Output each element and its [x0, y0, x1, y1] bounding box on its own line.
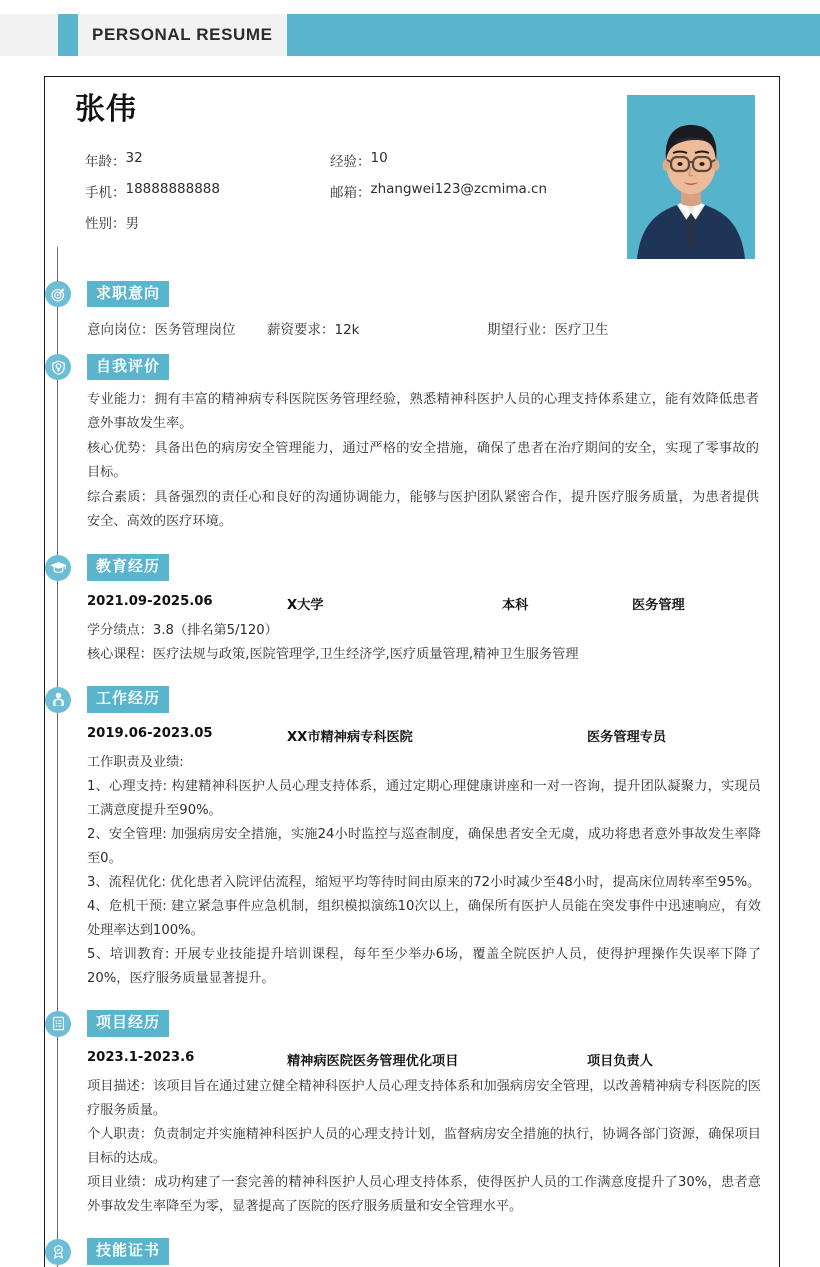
field-value: 男: [125, 215, 139, 232]
profile-field-phone: [85, 181, 330, 201]
profile-field-age: [85, 150, 330, 170]
banner-left-gap: [0, 14, 58, 56]
profile-info: [75, 93, 627, 259]
section-title: 技能证书: [87, 1238, 169, 1265]
education-entry-header: [87, 589, 761, 619]
education-courses: 核心课程：医疗法规与政策,医院管理学,卫生经济学,医疗质量管理,精神卫生服务管理: [87, 646, 579, 662]
self-eval-paragraph: 专业能力：拥有丰富的精神病专科医院医务管理经验，熟悉精神科医护人员的心理支持体系建立，能有效降低患者意外事故发生率。: [87, 392, 759, 432]
value: 12k: [334, 322, 360, 338]
field-label: 手机：: [85, 184, 126, 201]
section-title: 求职意向: [87, 281, 169, 308]
expected-industry: [487, 318, 609, 338]
profile-field-gender: [85, 212, 330, 232]
award-shield-icon: [45, 354, 71, 380]
education-gpa: 学分绩点：3.8（排名第5/120）: [87, 622, 278, 638]
work-bullet: 2、安全管理: 加强病房安全措施，实施24小时监控与巡查制度，确保患者安全无虞，成功将患者意外事故发生率降至0。: [87, 826, 761, 866]
education-degree: 本科: [502, 597, 529, 613]
project-role: 项目负责人: [587, 1053, 653, 1069]
section-body: [75, 1045, 761, 1219]
section-title: 项目经历: [87, 1010, 169, 1037]
field-value: 10: [370, 149, 388, 166]
work-date: 2019.06-2023.05: [87, 725, 213, 741]
field-label: 年龄：: [85, 153, 126, 170]
section-header: [45, 279, 761, 309]
profile-field-email: [330, 181, 627, 201]
field-label: 邮箱：: [330, 184, 371, 201]
project-entry-header: [87, 1045, 761, 1075]
section-body: [75, 589, 761, 667]
section-body: [75, 315, 761, 342]
education-date: 2021.09-2025.06: [87, 593, 213, 609]
candidate-name: 张伟: [75, 92, 137, 127]
section-header: [45, 1009, 761, 1039]
section-work-experience: [45, 685, 779, 991]
graduation-cap-icon: [45, 555, 71, 581]
intention-row: [87, 315, 761, 342]
work-role: 医务管理专员: [587, 729, 667, 745]
section-skills-certificates: [45, 1237, 779, 1267]
work-bullet: 1、心理支持: 构建精神科医护人员心理支持体系，通过定期心理健康讲座和一对一咨询，提升团队凝聚力，实现员工满意度提升至90%。: [87, 778, 761, 818]
avatar: [627, 95, 755, 259]
work-entry-header: [87, 721, 761, 751]
list-document-icon: [45, 1011, 71, 1037]
page-banner: [0, 14, 820, 56]
section-header: [45, 685, 761, 715]
field-label: 经验：: [330, 153, 371, 170]
page-title: PERSONAL RESUME: [92, 25, 273, 44]
section-header: [45, 1237, 761, 1267]
section-education: [45, 553, 779, 667]
field-value: 18888888888: [125, 180, 220, 197]
section-header: [45, 553, 761, 583]
work-subtitle: 工作职责及业绩:: [87, 754, 184, 770]
section-header: [45, 352, 761, 382]
self-eval-paragraph: 综合素质：具备强烈的责任心和良好的沟通协调能力，能够与医护团队紧密合作，提升医疗服务质量，为患者提供安全、高效的医疗环境。: [87, 489, 759, 530]
self-eval-paragraph: 核心优势：具备出色的病房安全管理能力，通过严格的安全措施，确保了患者在治疗期间的安全，实现了零事故的目标。: [87, 440, 759, 481]
resume-sheet: [44, 76, 780, 1267]
project-description: 项目描述：该项目旨在通过建立健全精神科医护人员心理支持体系和加强病房安全管理，以改善精神病专科医院的医疗服务质量。: [87, 1078, 761, 1118]
field-label: 性别：: [85, 215, 126, 232]
banner-accent-fill: [287, 14, 820, 56]
value: 医疗卫生: [554, 322, 609, 338]
section-self-evaluation: [45, 352, 779, 535]
banner-title-box: [78, 14, 287, 56]
intended-position: [87, 318, 267, 338]
field-value: zhangwei123@zcmima.cn: [370, 180, 548, 197]
target-icon: [45, 281, 71, 307]
label: 薪资要求：: [267, 322, 335, 338]
work-company: XX市精神病专科医院: [287, 729, 413, 745]
section-body: [75, 388, 761, 535]
section-job-intention: [45, 279, 779, 342]
work-bullet: 3、流程优化: 优化患者入院评估流程，缩短平均等待时间由原来的72小时减少至48小时，提高床位周转率至95%。: [87, 874, 761, 890]
profile-field-experience: [330, 150, 627, 170]
value: 医务管理岗位: [154, 322, 236, 338]
section-title: 工作经历: [87, 686, 169, 713]
banner-accent-tab: [58, 14, 78, 56]
education-school: X大学: [287, 597, 324, 613]
section-title: 教育经历: [87, 554, 169, 581]
label: 期望行业：: [487, 322, 555, 338]
project-name: 精神病医院医务管理优化项目: [287, 1053, 459, 1069]
section-body: [75, 721, 761, 991]
project-date: 2023.1-2023.6: [87, 1049, 195, 1065]
label: 意向岗位：: [87, 322, 155, 338]
project-responsibility: 个人职责：负责制定并实施精神科医护人员的心理支持计划，监督病房安全措施的执行，协调各部门资源，确保项目目标的达成。: [87, 1126, 761, 1166]
project-achievement: 项目业绩：成功构建了一套完善的精神科医护人员心理支持体系，使得医护人员的工作满意度提升了30%，患者意外事故发生率降至为零，显著提高了医院的医疗服务质量和安全管理水平。: [87, 1174, 761, 1214]
work-bullet: 4、危机干预: 建立紧急事件应急机制，组织模拟演练10次以上，确保所有医护人员能在突发事件中迅速响应，有效处理率达到100%。: [87, 898, 761, 938]
person-briefcase-icon: [45, 687, 71, 713]
section-title: 自我评价: [87, 354, 169, 381]
work-bullet: 5、培训教育: 开展专业技能提升培训课程，每年至少举办6场，覆盖全院医护人员，使得护理操作失误率下降了20%，医疗服务质量显著提升。: [87, 946, 761, 986]
salary-expectation: [267, 318, 487, 338]
section-project-experience: [45, 1009, 779, 1219]
profile-header: [45, 77, 779, 269]
certificate-badge-icon: [45, 1239, 71, 1265]
profile-field-grid: [75, 150, 627, 232]
field-value: 32: [125, 149, 143, 166]
education-major: 医务管理: [632, 597, 685, 613]
portrait-photo: [627, 95, 755, 259]
